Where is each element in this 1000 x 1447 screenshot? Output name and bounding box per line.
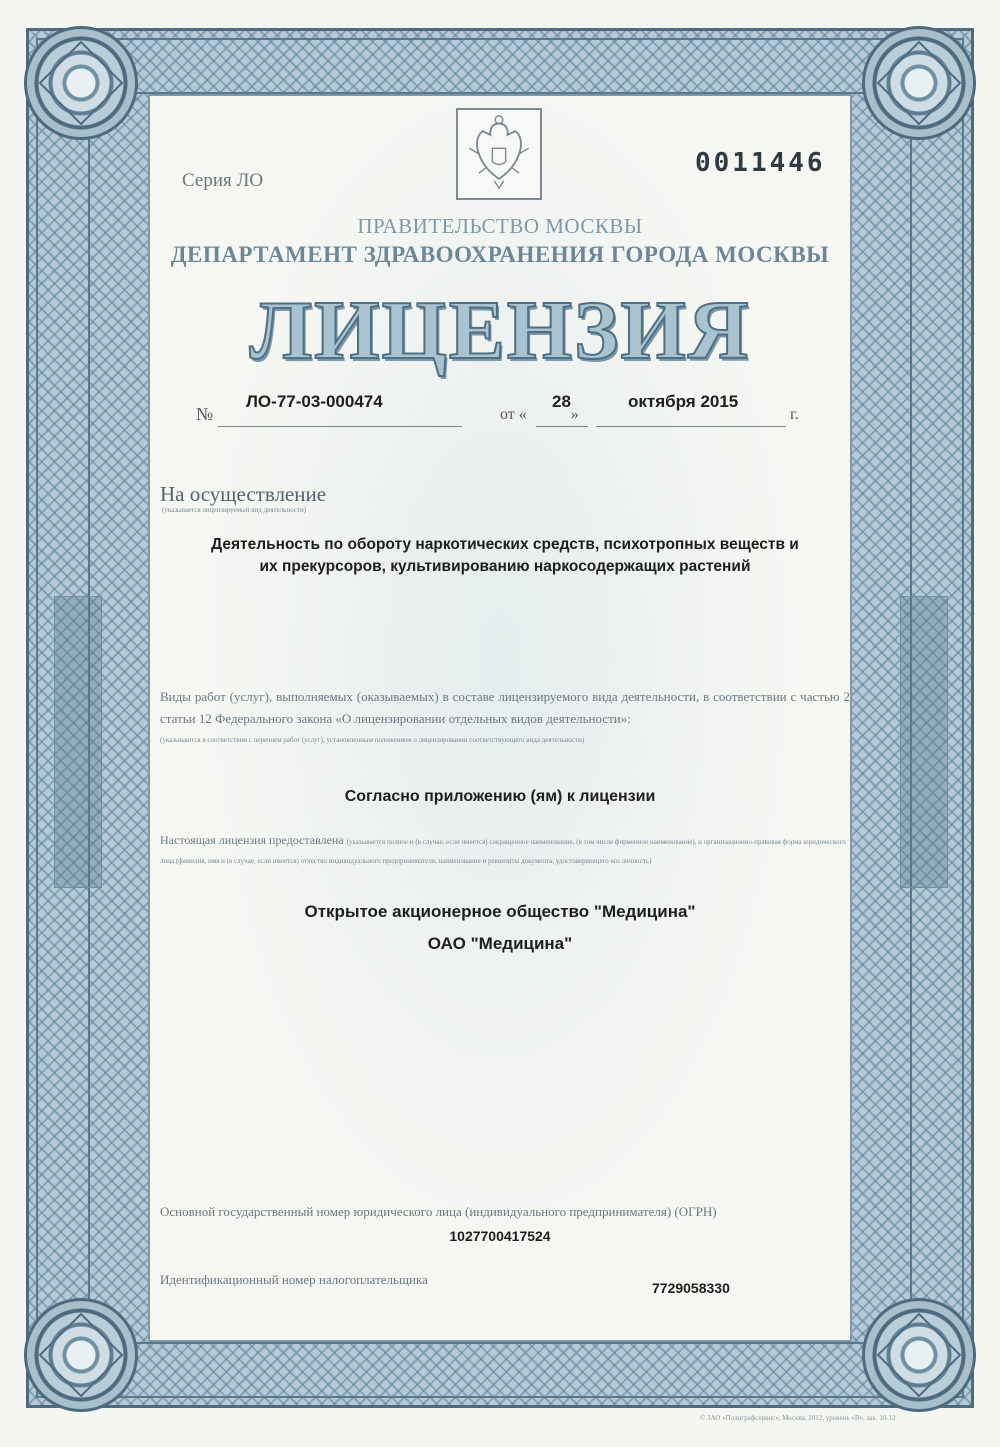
works-label: Виды работ (услуг), выполняемых (оказываемых) в составе лицензируемого вида деятельности, в соответствии с частью 2 статьи 12 Федерального закона «О лицензировании отдельных видов деятельности»: (160, 689, 850, 726)
date-month-year: октября 2015 (628, 392, 739, 411)
blank-number: 0011446 (695, 148, 826, 178)
license-number-label: № (196, 404, 214, 424)
corner-rosette-top-left (24, 26, 138, 140)
organization-short-name: ОАО "Медицина" (427, 934, 573, 953)
corner-rosette-bottom-left (24, 1298, 138, 1412)
license-number: ЛО-77-03-000474 (246, 392, 383, 411)
ogrn-value: 1027700417524 (449, 1228, 551, 1244)
organization-full-name: Открытое акционерное общество "Медицина" (304, 902, 696, 921)
licensed-activity (140, 534, 870, 578)
date-day-underline (536, 426, 588, 427)
works-value: Согласно приложению (ям) к лицензии (344, 788, 656, 805)
provided-to-label (160, 832, 850, 870)
document-title: ЛИЦЕНЗИЯ (249, 284, 751, 377)
coat-of-arms-icon (456, 108, 542, 200)
inn-label: Идентификационный номер налогоплательщика (160, 1272, 428, 1287)
provided-to-text: Настоящая лицензия предоставлена (160, 833, 344, 847)
purpose-label: На осуществление (160, 482, 327, 506)
series-label: Серия ЛО (182, 170, 264, 191)
ogrn-label: Основной государственный номер юридического лица (индивидуального предпринимателя) (ОГРН) (160, 1204, 717, 1219)
printer-imprint: © ЗАО «Полиграфсервис», Москва, 2012, уровень «В», зак. 10-12 (700, 1414, 896, 1422)
date-from-close: » (570, 406, 579, 423)
works-hint: (указываются в соответствии с перечнем работ (услуг), установленным положением о лицензировании соответствующего вида деятельности) (160, 736, 585, 744)
date-year-suffix: г. (790, 406, 799, 423)
side-ornament-right (900, 596, 948, 888)
issuer-government: ПРАВИТЕЛЬСТВО МОСКВЫ (357, 214, 643, 238)
date-month-underline (596, 426, 786, 427)
issuer-department: ДЕПАРТАМЕНТ ЗДРАВООХРАНЕНИЯ ГОРОДА МОСКВЫ (170, 242, 830, 267)
licensed-activity-line-1: Деятельность по обороту наркотических средств, психотропных веществ и (211, 536, 799, 553)
inn-value: 7729058330 (652, 1280, 730, 1296)
date-day: 28 (552, 392, 571, 411)
license-number-underline (218, 426, 462, 427)
provided-to-hint: (указывается полное и (в случае, если имеется) сокращенное наименование, (в том числе фирменное наименование), и организационно-правовая форма юридического лица (фамилия, имя и (в случае, если имеется) отчество индивидуального предпринимателя, наименование и реквизиты документа, удостоверяющего его личность) (160, 838, 846, 865)
date-from-open: от « (500, 406, 527, 423)
licensed-activity-line-2: их прекурсоров, культивированию наркосодержащих растений (259, 558, 751, 575)
side-ornament-left (54, 596, 102, 888)
corner-rosette-top-right (862, 26, 976, 140)
purpose-hint: (указывается лицензируемый вид деятельности) (162, 506, 307, 514)
corner-rosette-bottom-right (862, 1298, 976, 1412)
